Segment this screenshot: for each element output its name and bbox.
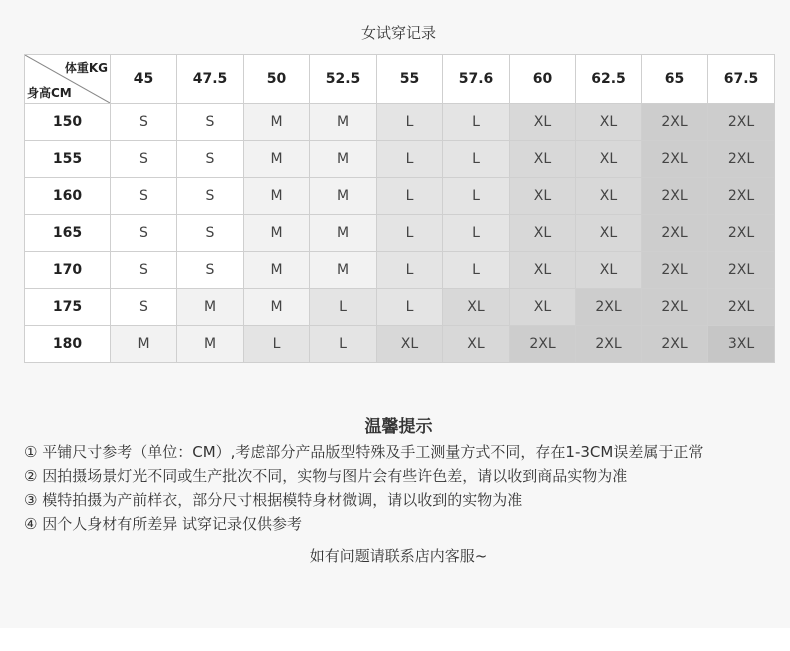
size-cell: M [244,252,310,289]
size-cell: XL [576,215,642,252]
weight-header-cell: 47.5 [177,55,244,104]
size-cell: L [244,326,310,363]
weight-header-cell: 55 [377,55,443,104]
table-row [25,326,775,363]
size-cell: XL [510,104,576,141]
weight-header-cell: 65 [642,55,708,104]
size-cell: M [177,289,244,326]
size-cell: L [443,215,510,252]
size-cell: XL [510,215,576,252]
weight-header-cell: 67.5 [708,55,775,104]
size-cell: S [177,252,244,289]
table-row [25,178,775,215]
size-cell: L [310,326,377,363]
size-cell: M [244,178,310,215]
size-cell: M [111,326,177,363]
height-header-label: 身高CM [27,86,72,100]
size-cell: 2XL [642,252,708,289]
weight-header-cell: 57.6 [443,55,510,104]
size-cell: L [443,252,510,289]
table-row [25,289,775,326]
size-cell: XL [510,178,576,215]
size-cell: 2XL [642,326,708,363]
size-cell: M [310,141,377,178]
size-cell: 2XL [642,141,708,178]
size-cell: L [377,104,443,141]
size-cell: XL [443,326,510,363]
height-cell: 165 [25,215,111,252]
weight-header-label: 体重KG [64,61,108,75]
size-cell: XL [576,178,642,215]
table-row [25,141,775,178]
size-cell: 2XL [642,215,708,252]
size-chart-table [24,54,775,363]
size-cell: S [111,104,177,141]
size-cell: L [443,104,510,141]
weight-header-cell: 50 [244,55,310,104]
height-cell: 155 [25,141,111,178]
size-cell: S [177,178,244,215]
size-cell: XL [443,289,510,326]
bottom-strip [0,628,790,651]
weight-header-cell: 60 [510,55,576,104]
size-cell: S [177,141,244,178]
size-cell: L [377,178,443,215]
size-cell: S [111,289,177,326]
size-cell: XL [510,289,576,326]
size-cell: 2XL [576,326,642,363]
size-cell: S [111,252,177,289]
table-row [25,104,775,141]
size-cell: M [244,215,310,252]
size-cell: L [377,289,443,326]
size-cell: 2XL [642,178,708,215]
size-cell: XL [576,104,642,141]
size-cell: 2XL [708,178,775,215]
size-cell: 2XL [510,326,576,363]
size-cell: S [111,141,177,178]
size-cell: L [377,215,443,252]
size-cell: 2XL [708,141,775,178]
table-row [25,215,775,252]
height-cell: 160 [25,178,111,215]
size-cell: L [443,178,510,215]
size-cell: XL [576,252,642,289]
tip-item: ① 平铺尺寸参考（单位：CM）,考虑部分产品版型特殊及手工测量方式不同，存在1-3CM误差属于正常 [24,443,704,461]
tip-item: ④ 因个人身材有所差异 试穿记录仅供参考 [24,515,302,533]
size-cell: 2XL [708,252,775,289]
size-cell: M [244,104,310,141]
size-cell: 2XL [708,289,775,326]
size-cell: 3XL [708,326,775,363]
table-corner-header [25,55,111,104]
size-cell: S [177,104,244,141]
size-cell: 2XL [642,289,708,326]
size-cell: 2XL [576,289,642,326]
height-cell: 175 [25,289,111,326]
weight-header-cell: 62.5 [576,55,642,104]
size-cell: M [310,252,377,289]
size-cell: L [377,141,443,178]
size-cell: XL [510,252,576,289]
size-cell: S [177,215,244,252]
size-cell: S [111,178,177,215]
size-cell: M [310,178,377,215]
size-cell: 2XL [708,104,775,141]
height-cell: 170 [25,252,111,289]
contact-note: 如有问题请联系店内客服~ [309,547,488,565]
size-cell: M [310,215,377,252]
size-cell: XL [576,141,642,178]
weight-header-cell: 45 [111,55,177,104]
size-cell: 2XL [642,104,708,141]
table-row [25,252,775,289]
height-cell: 180 [25,326,111,363]
tip-item: ② 因拍摄场景灯光不同或生产批次不同，实物与图片会有些许色差，请以收到商品实物为准 [24,467,628,485]
size-cell: XL [510,141,576,178]
tip-item: ③ 模特拍摄为产前样衣，部分尺寸根据模特身材微调，请以收到的实物为准 [24,491,523,509]
weight-header-cell: 52.5 [310,55,377,104]
size-cell: L [443,141,510,178]
size-cell: L [377,252,443,289]
size-cell: L [310,289,377,326]
size-cell: 2XL [708,215,775,252]
tips-title: 温馨提示 [364,417,433,437]
page-title: 女试穿记录 [360,24,436,42]
size-cell: M [244,141,310,178]
table-header-row [25,55,775,104]
size-cell: M [244,289,310,326]
tips-list [24,440,784,536]
size-cell: M [177,326,244,363]
size-cell: S [111,215,177,252]
size-cell: XL [377,326,443,363]
height-cell: 150 [25,104,111,141]
size-cell: M [310,104,377,141]
